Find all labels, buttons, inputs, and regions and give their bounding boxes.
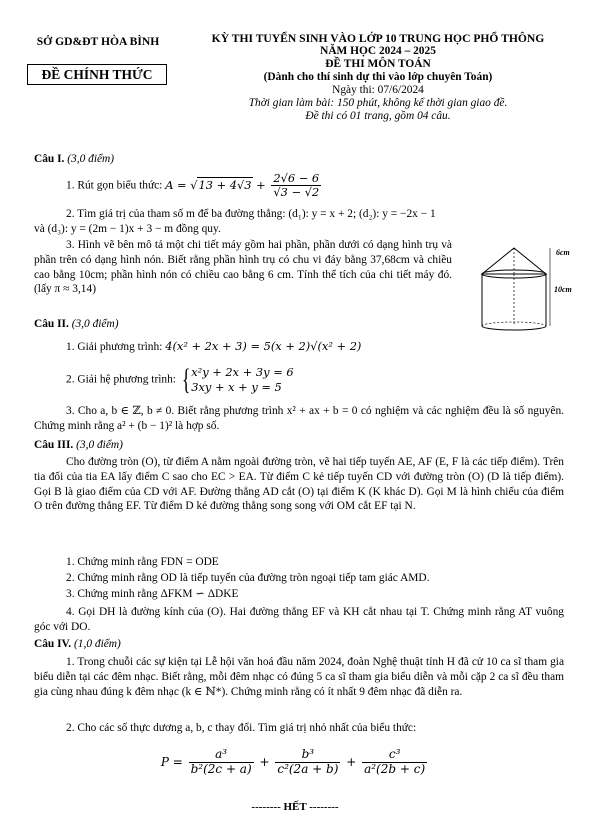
section-2-q1: 1. Giải phương trình: 4(x² + 2x + 3) = 5(x + 2)√(x² + 2): [66, 339, 362, 353]
section-3-q4: 4. Gọi DH là đường kính của (O). Hai đường thẳng EF và KH cắt nhau tại T. Chứng minh rằng AT vuông góc với DO.: [34, 606, 564, 633]
official-label: ĐỀ CHÍNH THỨC: [27, 64, 167, 85]
section-1-title: Câu I. (3,0 điểm): [34, 153, 115, 165]
exam-title: KỲ THI TUYỂN SINH VÀO LỚP 10 TRUNG HỌC PHỔ THÔNG: [211, 32, 545, 45]
section-2-q2: 2. Giải hệ phương trình: { x²y + 2x + 3y = 6 3xy + x + y = 5: [66, 363, 294, 396]
section-4-title: Câu IV. (1,0 điểm): [34, 638, 121, 650]
section-1-q2-cont: và (d₃): y = (2m − 1)x + 3 − m đồng quy.: [34, 223, 221, 235]
end-marker: -------- HẾT --------: [251, 801, 339, 813]
exam-date: Ngày thi: 07/6/2024: [332, 84, 424, 96]
section-1-q1: 1. Rút gọn biểu thức: A = √13 + 4√3 + $\frac{2√6 - 6}{√3 - √2}$: [66, 171, 320, 200]
section-4-q1: 1. Trong chuỗi các sự kiện tại Lễ hội văn hoá đầu năm 2024, đoàn Nghệ thuật tỉnh H đã cử 10 ca sĩ tham gia biểu diễn tại các đêm nhạc. Biết rằng, mỗi đêm nhạc có đúng 5 ca sĩ tham gia biểu diễn và mỗi cặp 2 ca sĩ đều tham gia cùng nhau đúng k đêm nhạc (k ∈ ℕ*). Chứng minh rằng có ít nhất 9 đêm nhạc đã diễn ra.: [34, 656, 564, 698]
page-info: Đề thi có 01 trang, gồm 04 câu.: [305, 110, 451, 122]
section-4-q2: 2. Cho các số thực dương a, b, c thay đổi. Tìm giá trị nhỏ nhất của biểu thức:: [66, 722, 417, 734]
section-3-q3: 3. Chứng minh rằng ΔFKM ∽ ΔDKE: [66, 588, 239, 600]
audience: (Dành cho thí sinh dự thi vào lớp chuyên Toán): [263, 71, 493, 83]
exam-header: [178, 32, 578, 123]
section-1-q3: 3. Hình vẽ bên mô tả một chi tiết máy gồm hai phần, phần dưới có dạng hình trụ và phần trên có dạng hình nón. Biết rằng phần hình trụ có chu vi đáy bằng 37,68cm và chiều cao bằng 10cm; phần hình nón có chiều cao bằng 6 cm. Tính thể tích của chi tiết máy đó. (lấy π ≈ 3,14): [34, 239, 452, 296]
duration: Thời gian làm bài: 150 phút, không kể thời gian giao đề.: [248, 97, 508, 109]
figure-label-cone: 6cm: [556, 248, 570, 257]
subject: ĐỀ THI MÔN TOÁN: [325, 58, 431, 70]
expression-p: P = $\frac{\text{a³}}{\text{b²(2c + a)}}$ + $\frac{\text{b³}}{\text{c²(2a + b)}}$ + $\frac{\text{c³}}{\text{a²(2b + c)}}$: [160, 747, 426, 776]
figure-label-cylinder: 10cm: [554, 285, 572, 294]
section-1-q2: 2. Tìm giá trị của tham số m để ba đường thẳng: (d₁): y = x + 2; (d₂): y = −2x − 1: [66, 208, 436, 220]
section-2-q3: 3. Cho a, b ∈ ℤ, b ≠ 0. Biết rằng phương trình x² + ax + b = 0 có nghiệm và các nghiệm đều là số nguyên. Chứng minh rằng a² + (b − 1)² là hợp số.: [34, 405, 564, 432]
school-year: NĂM HỌC 2024 – 2025: [320, 45, 436, 57]
section-3-q2: 2. Chứng minh rằng OD là tiếp tuyến của đường tròn ngoại tiếp tam giác AMD.: [66, 572, 430, 584]
section-3-q1: 1. Chứng minh rằng FDN = ODE: [66, 556, 219, 568]
section-3-title: Câu III. (3,0 điểm): [34, 439, 123, 451]
section-3-intro: Cho đường tròn (O), từ điểm A nằm ngoài đường tròn, vẽ hai tiếp tuyến AE, AF (E, F là các tiếp điểm). Trên tia đối của tia EA lấy điểm C sao cho EC > EA. Từ điểm C kẻ tiếp tuyến CD với đường tròn (O) (D là tiếp điểm). Gọi B là giao điểm của CD với AF. Đường thẳng AD cắt (O) tại điểm K (K khác D). Gọi M là hình chiếu của điểm O trên đường thẳng EF. Từ điểm D kẻ đường thẳng song song với OM cắt EF tại N.: [34, 456, 564, 513]
department-name: SỞ GD&ĐT HÒA BÌNH: [36, 35, 160, 48]
section-2-title: Câu II. (3,0 điểm): [34, 318, 119, 330]
